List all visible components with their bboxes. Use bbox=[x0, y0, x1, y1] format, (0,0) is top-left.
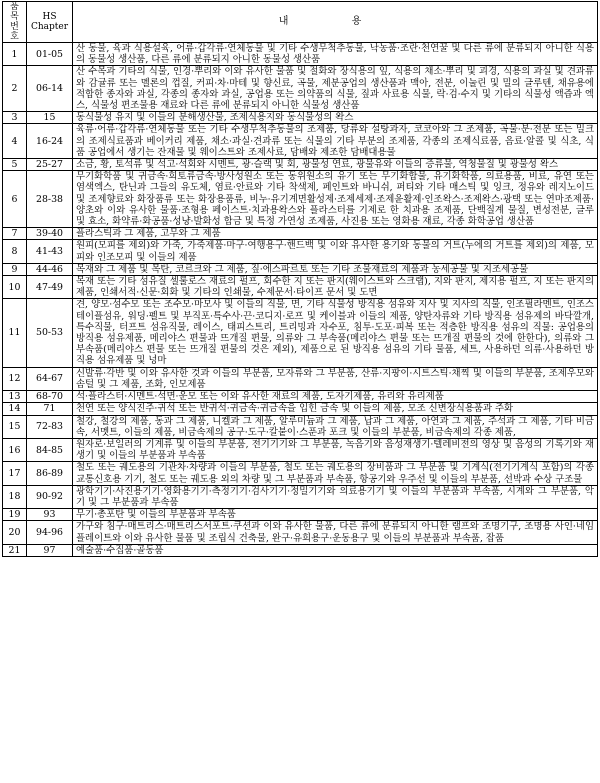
table-row bbox=[3, 228, 598, 240]
table-row bbox=[3, 544, 598, 556]
table-row bbox=[3, 403, 598, 415]
hs-chapter: 93 bbox=[27, 509, 73, 521]
hs-chapter: 44-46 bbox=[27, 263, 73, 275]
table-row bbox=[3, 66, 598, 112]
description: 동식물성 유지 및 이들의 분해생산물, 조제식용지와 동식물성의 왁스 bbox=[73, 112, 598, 124]
hs-chapter: 15 bbox=[27, 112, 73, 124]
hs-chapter: 25-27 bbox=[27, 159, 73, 171]
table-row bbox=[3, 276, 598, 299]
item-number: 10 bbox=[3, 276, 27, 299]
hs-chapter: 90-92 bbox=[27, 485, 73, 508]
hs-chapter: 01-05 bbox=[27, 43, 73, 66]
hs-chapter: 97 bbox=[27, 544, 73, 556]
hs-chapter: 28-38 bbox=[27, 171, 73, 228]
hs-chapter: 71 bbox=[27, 403, 73, 415]
item-number: 12 bbox=[3, 367, 27, 390]
hs-chapter: 64-67 bbox=[27, 367, 73, 390]
description: 원피(모피를 제외)와 가죽, 가죽제품·마구·여행용구·핸드백 및 이와 유사한 용기와 동물의 거트(누에의 거트를 제외)의 제품, 모피와 인조모피 및 이들의 제품 bbox=[73, 240, 598, 263]
item-number: 16 bbox=[3, 438, 27, 461]
item-number: 7 bbox=[3, 228, 27, 240]
item-number: 17 bbox=[3, 462, 27, 485]
hs-chapter: 47-49 bbox=[27, 276, 73, 299]
item-number: 19 bbox=[3, 509, 27, 521]
table-row bbox=[3, 367, 598, 390]
description: 무기·총포탄 및 이들의 부분품과 부속품 bbox=[73, 509, 598, 521]
description: 산 수목과 기타의 식물, 인경·뿌리와 이와 유사한 물품 및 절화와 장식용의 잎, 식용의 채소·뿌리 및 괴경, 식용의 과실 및 견과류와 감귤류 또는 멜론의 껍질, 커피·차·마테 및 향신료, 곡물, 제분공업의 생산품과 맥아, 전분, 이눌린 및 밀의 글루텐, 채유용에 적합한 종자와 과실, 각종의 종자와 과실, 공업용 또는 의약품의 식물, 짚과 사료용 식물, 락·검·수지 및 기타의 식물성 액즙과 엑스, 식물성 편조물용 재료와 다른 류에 분류되지 아니한 식물성 생산품 bbox=[73, 66, 598, 112]
table-row bbox=[3, 462, 598, 485]
hs-chapter: 39-40 bbox=[27, 228, 73, 240]
hs-chapter: 16-24 bbox=[27, 124, 73, 159]
description: 철도 또는 궤도용의 기관차·차량과 이들의 부분품, 철도 또는 궤도용의 장비품과 그 부분품 및 기계식(전기기계식 포함)의 각종 교통신호용 기기, 철도 또는 궤도용 외의 차량 및 그 부분품과 부속품, 항공기와 우주선 및 이들의 부분품, 선박과 수상 구조물 bbox=[73, 462, 598, 485]
table-row bbox=[3, 391, 598, 403]
description: 철강, 철강의 제품, 동과 그 제품, 니켈과 그 제품, 알루미늄과 그 제품, 납과 그 제품, 아연과 그 제품, 주석과 그 제품, 기타 비금속, 서멧트, 이들의 제품, 비금속제의 공구·도구·칼붙이·스푼과 포크 및 이들의 부분품, 비금속제의 각종 제품, bbox=[73, 415, 598, 438]
description: 신발류·각반 및 이와 유사한 것과 이들의 부분품, 모자류와 그 부분품, 산류·지팡이·시트스틱·채찍 및 이들의 부분품, 조제우모와 솜털 및 그 제품, 조화, 인모제품 bbox=[73, 367, 598, 390]
hs-chapter: 41-43 bbox=[27, 240, 73, 263]
item-number: 9 bbox=[3, 263, 27, 275]
table-row bbox=[3, 112, 598, 124]
item-number: 2 bbox=[3, 66, 27, 112]
hs-chapter: 50-53 bbox=[27, 299, 73, 367]
header-hs-chapter: HS Chapter bbox=[27, 2, 73, 43]
table-row bbox=[3, 124, 598, 159]
description: 소금, 황, 토석류 및 석고·석회와 시멘트, 광·슬랙 및 회, 광물성 연료, 광물유와 이들의 증류물, 역청물질 및 광물성 왁스 bbox=[73, 159, 598, 171]
item-number: 4 bbox=[3, 124, 27, 159]
table-row bbox=[3, 263, 598, 275]
hs-chapter: 72-83 bbox=[27, 415, 73, 438]
header-item-number: 품목 번호 bbox=[3, 2, 27, 43]
hs-chapter: 68-70 bbox=[27, 391, 73, 403]
description: 천연 또는 양식진주·귀석 또는 반귀석·귀금속·귀금속을 입힌 금속 및 이들의 제품, 모조 신변장식용품과 주화 bbox=[73, 403, 598, 415]
table-row bbox=[3, 43, 598, 66]
hs-chapter: 86-89 bbox=[27, 462, 73, 485]
item-number: 15 bbox=[3, 415, 27, 438]
item-number: 6 bbox=[3, 171, 27, 228]
description: 목재와 그 제품 및 목탄, 코르크와 그 제품, 짚·에스파르토 또는 기타 조물재료의 제품과 농세공물 및 지조세공물 bbox=[73, 263, 598, 275]
hs-chapter: 94-96 bbox=[27, 521, 73, 544]
header-description: 내 용 bbox=[73, 2, 598, 43]
item-number: 8 bbox=[3, 240, 27, 263]
description: 석·플라스터·시멘트·석면·운모 또는 이와 유사한 재료의 제품, 도자기제품, 유리와 유리제품 bbox=[73, 391, 598, 403]
table-row bbox=[3, 299, 598, 367]
table-row bbox=[3, 485, 598, 508]
description: 광학기기·사진용기기·영화용기기·측정기기·검사기기·정밀기기와 의료용기기 및 이들의 부분품과 부속품, 시계와 그 부분품, 악기 및 그 부분품과 부속품 bbox=[73, 485, 598, 508]
item-number: 5 bbox=[3, 159, 27, 171]
item-number: 18 bbox=[3, 485, 27, 508]
table-row bbox=[3, 438, 598, 461]
description: 가구와 침구·매트리스·매트리스서포트·쿠션과 이와 유사한 물품, 다른 류에 분류되지 아니한 램프와 조명기구, 조명용 사인·네임플레이트와 이와 유사한 물품 및 조립식 건축물, 완구·유희용구·운동용구 및 이들의 부분품과 부속품, 잡품 bbox=[73, 521, 598, 544]
table-row bbox=[3, 159, 598, 171]
item-number: 11 bbox=[3, 299, 27, 367]
table-row bbox=[3, 240, 598, 263]
description: 산 동물, 육과 식용설육, 어류·갑각류·연체동물 및 기타 수생무척추동물, 낙농품·조란·천연꿀 및 다른 류에 분류되지 아니한 식용의 동물성 생산품, 다른 류에 분류되지 아니한 동물성 생산품 bbox=[73, 43, 598, 66]
item-number: 20 bbox=[3, 521, 27, 544]
description: 예술품·수집품·골동품 bbox=[73, 544, 598, 556]
description: 원자로·보일러의 기계류 및 이들의 부분품, 전기기기와 그 부분품, 녹음기와 음성재생기·텔레비전의 영상 및 음성의 기록기와 재생기 및 이들의 부분품과 부속품 bbox=[73, 438, 598, 461]
description: 견, 양모·섬수모 또는 조수모·마모사 및 이들의 직물, 면, 기타 식물성 방직용 섬유와 지사 및 지사의 직물, 인조필라멘트, 인조스테이플섬유, 워딩·펠트 및 부직포·특수사·끈·코디지·로프 및 케이블과 이들의 제품, 양탄자류와 기타 방직용 섬유제의 바닥깔개, 특수직물, 터프트 섬유직물, 레이스, 태피스트리, 트리밍과 자수포, 침투·도포·피복 또는 적층한 방직용 섬유의 직물: 공업용의 방직용 섬유제품, 메리야스 편물과 뜨개질 편물, 의류와 그 부속품(메리야스 편물 또는 뜨개질 편물의 것에 한한다), 의류와 그 부속품(메리야스 편물 또는 뜨개질 편물의 것은 제외), 제품으로 된 방직용 섬유의 기타 물품, 세트, 사용하던 의류·사용하던 방직용 섬유제품 및 넝마 bbox=[73, 299, 598, 367]
description: 무기화학품 및 귀금속·희토류금속·방사성원소 또는 동위원소의 유기 또는 무기화합물, 유기화학품, 의료용품, 비료, 유연 또는 염색엑스, 탄닌과 그들의 유도체, 염료·안료와 기타 착색제, 페인트와 바니쉬, 퍼티와 기타 매스틱 및 잉크, 정유와 레지노이드 및 조제향료와 화장품류 또는 화장용품류, 비누·유기계면활성제·조제세제·조제윤활제·인조왁스·조제왁스·광택 또는 연마조제품·양초와 이와 유사한 물품·조형용 페이스트·치과용왁스와 플라스터를 기제로 한 치과용 조제품, 단백질계 물질, 변성전분, 글루 및 효소, 화약류·화공품·성냥·발화성 합금 및 특정 가연성 조제품, 사진용 또는 영화용 재료, 각종 화학공업 생산품 bbox=[73, 171, 598, 228]
table-row bbox=[3, 415, 598, 438]
hs-chapter: 84-85 bbox=[27, 438, 73, 461]
description: 목재 또는 기타 섬유질 셀룰로스 재료의 펄프, 회수한 지 또는 판지(웨이스트와 스크랩), 지와 판지, 제지용 펄프, 지 또는 판지의 제품, 인쇄서적·신문·회화 및 기타의 인쇄물, 수제문서·타이프 문서 및 도면 bbox=[73, 276, 598, 299]
item-number: 13 bbox=[3, 391, 27, 403]
hs-chapter: 06-14 bbox=[27, 66, 73, 112]
table-row bbox=[3, 171, 598, 228]
description: 육류·어류·갑각류·연체동물 또는 기타 수생무척추동물의 조제품, 당류와 설탕과자, 코코아와 그 조제품, 곡물·분·전분 또는 밀크의 조제식료품과 베이커리 제품, 채소·과실·견과류 또는 식물의 기타 부분의 조제품, 각종의 조제식료품, 음료·알콜 및 식초, 식품 공업에서 생기는 잔재물 및 웨이스트와 조제사료, 담배와 제조한 담배대용물 bbox=[73, 124, 598, 159]
item-number: 21 bbox=[3, 544, 27, 556]
table-header-row bbox=[3, 2, 598, 43]
table-row bbox=[3, 521, 598, 544]
item-number: 14 bbox=[3, 403, 27, 415]
table-row bbox=[3, 509, 598, 521]
description: 플라스틱과 그 제품, 고무와 그 제품 bbox=[73, 228, 598, 240]
hs-classification-table bbox=[2, 1, 598, 557]
item-number: 1 bbox=[3, 43, 27, 66]
item-number: 3 bbox=[3, 112, 27, 124]
